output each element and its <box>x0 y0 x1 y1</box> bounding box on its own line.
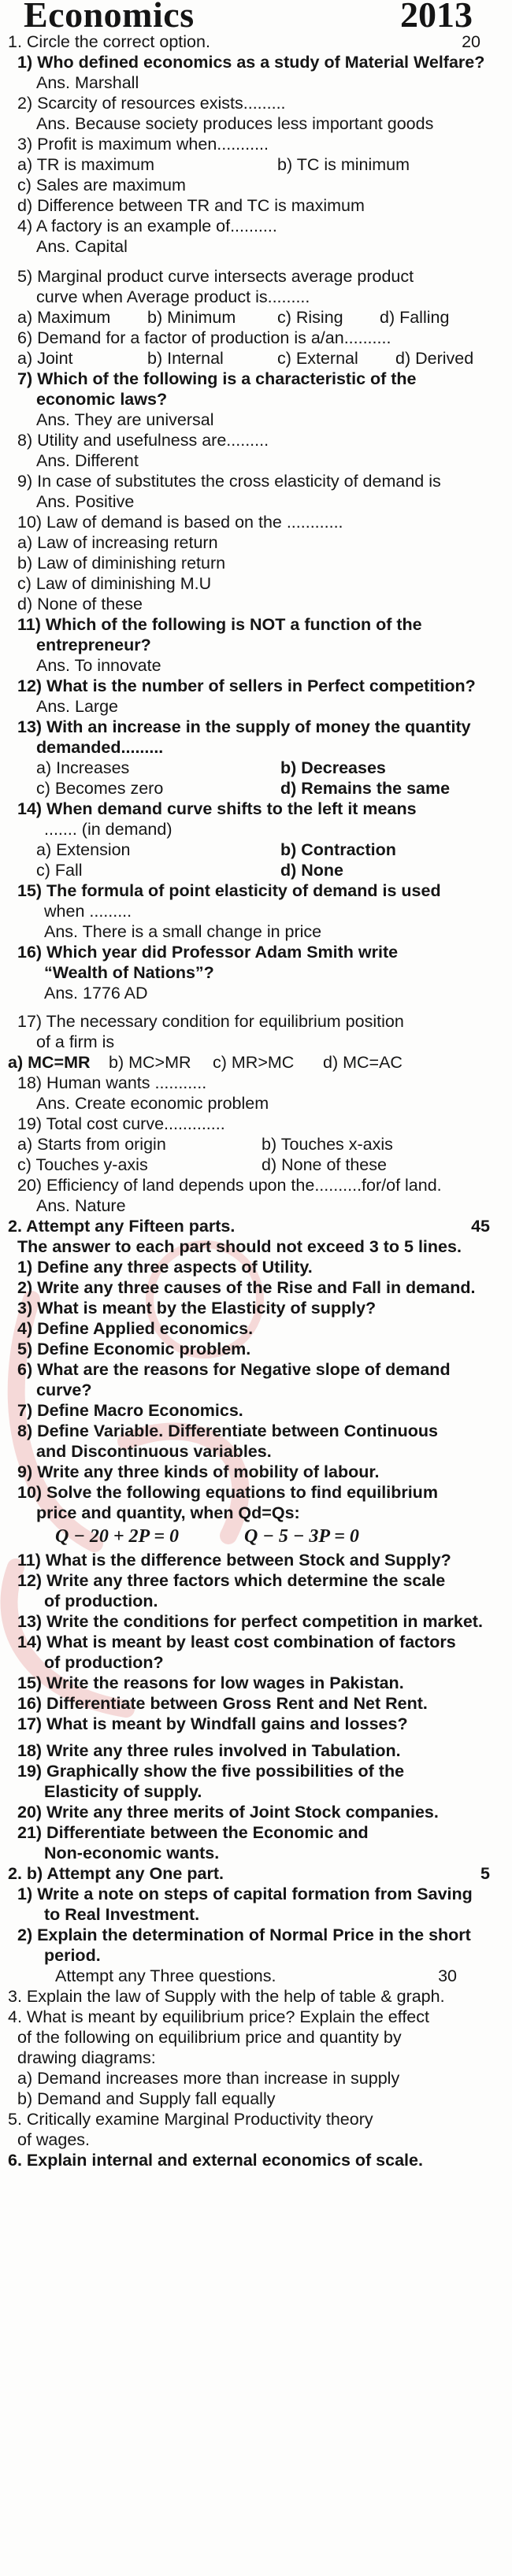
short-question: 14) What is meant by least cost combination of factors <box>17 1633 456 1651</box>
option: c) Rising <box>277 308 343 327</box>
option: b) Law of diminishing return <box>17 554 226 573</box>
long-question-cont: period. <box>44 1946 101 1965</box>
short-question-cont: price and quantity, when Qd=Qs: <box>36 1503 300 1522</box>
answer: Ans. Different <box>36 451 139 470</box>
option: b) Decreases <box>280 758 386 777</box>
short-question: 16) Differentiate between Gross Rent and Net Rent. <box>17 1694 428 1713</box>
short-question: 9) Write any three kinds of mobility of labour. <box>17 1462 380 1481</box>
short-question: 18) Write any three rules involved in Tabulation. <box>17 1741 401 1760</box>
option: c) Sales are maximum <box>17 176 186 195</box>
question-item-cont: demanded......... <box>36 738 164 757</box>
answer: Ans. Marshall <box>36 73 139 92</box>
question-item: 8) Utility and usefulness are......... <box>17 431 269 450</box>
equation: Q − 5 − 3P = 0 <box>244 1526 359 1547</box>
question-item-cont: when ......... <box>44 902 132 921</box>
q2-heading: 2. Attempt any Fifteen parts. 45 <box>8 1217 490 1236</box>
long-question-cont: of wages. <box>17 2130 91 2149</box>
equation: Q − 20 + 2P = 0 <box>55 1526 179 1547</box>
option: a) TR is maximum <box>17 155 155 174</box>
short-question: 4) Define Applied economics. <box>17 1319 254 1338</box>
equation-row <box>0 1523 512 1550</box>
question-item: 11) Which of the following is NOT a function of the <box>17 615 422 634</box>
short-question: 11) What is the difference between Stock and Supply? <box>17 1551 451 1570</box>
option: a) Increases <box>36 758 130 777</box>
option-row <box>0 840 512 860</box>
q2b-marks: 5 <box>480 1864 490 1883</box>
short-question: 2) Write any three causes of the Rise and Fall in demand. <box>17 1278 476 1297</box>
short-question-cont: of production? <box>44 1653 164 1672</box>
short-question: 5) Define Economic problem. <box>17 1340 251 1358</box>
question-item-cont: of a firm is <box>36 1032 115 1051</box>
paper-body <box>0 32 512 2170</box>
question-item: 18) Human wants ........... <box>17 1073 207 1092</box>
option: c) Becomes zero <box>36 779 164 798</box>
short-question-cont: Elasticity of supply. <box>44 1782 202 1801</box>
option: c) Fall <box>36 861 83 880</box>
option-row <box>0 860 512 880</box>
question-item: 9) In case of substitutes the cross elasticity of demand is <box>17 472 441 491</box>
question-item: 19) Total cost curve............. <box>17 1114 225 1133</box>
answer: Ans. 1776 AD <box>44 984 148 1003</box>
q3-heading: Attempt any Three questions. 30 <box>55 1966 457 1985</box>
short-question: 20) Write any three merits of Joint Stock companies. <box>17 1803 439 1822</box>
question-item: 1) Who defined economics as a study of Material Welfare? <box>17 53 485 72</box>
long-question: 6. Explain internal and external economics of scale. <box>8 2151 423 2170</box>
question-item-cont: curve when Average product is......... <box>36 287 310 306</box>
option-row <box>0 758 512 778</box>
option: c) External <box>277 349 358 368</box>
short-question: 21) Differentiate between the Economic and <box>17 1823 369 1842</box>
option: c) MR>MC <box>213 1053 295 1072</box>
short-question-cont: and Discontinuous variables. <box>36 1442 272 1461</box>
q3-marks: 30 <box>438 1966 457 1985</box>
option-row <box>0 778 512 799</box>
short-question: 15) Write the reasons for low wages in Pakistan. <box>17 1673 404 1692</box>
question-item-cont: ....... (in demand) <box>44 820 173 839</box>
question-item: 17) The necessary condition for equilibrium position <box>17 1012 404 1031</box>
long-question: 4. What is meant by equilibrium price? Explain the effect <box>8 2007 429 2026</box>
long-question: 3. Explain the law of Supply with the help of table & graph. <box>8 1987 445 2006</box>
question-item: 3) Profit is maximum when........... <box>17 135 269 154</box>
option: b) Internal <box>147 349 224 368</box>
question-item-cont: entrepreneur? <box>36 636 151 654</box>
short-question: 7) Define Macro Economics. <box>17 1401 243 1420</box>
option: c) Law of diminishing M.U <box>17 574 212 593</box>
option: a) Extension <box>36 840 131 859</box>
question-item-cont: economic laws? <box>36 390 168 409</box>
short-question: 13) Write the conditions for perfect competition in market. <box>17 1612 483 1631</box>
option: a) Starts from origin <box>17 1135 166 1154</box>
option-row <box>0 307 512 328</box>
option: d) Difference between TR and TC is maximum <box>17 196 365 215</box>
short-question: 12) Write any three factors which determine the scale <box>17 1571 446 1590</box>
short-question: 6) What are the reasons for Negative slope of demand <box>17 1360 451 1379</box>
option: d) Remains the same <box>280 779 451 798</box>
option-row <box>0 1052 512 1073</box>
question-item: 6) Demand for a factor of production is a/an.......... <box>17 328 391 347</box>
option: d) MC=AC <box>323 1053 403 1072</box>
question-item: 20) Efficiency of land depends upon the..........for/of land. <box>17 1176 442 1195</box>
option: b) Minimum <box>147 308 236 327</box>
exam-year: 2013 <box>400 0 473 35</box>
question-item: 7) Which of the following is a characteristic of the <box>17 369 417 388</box>
long-question-option: a) Demand increases more than increase in supply <box>17 2069 400 2088</box>
question-item-cont: “Wealth of Nations”? <box>44 963 214 982</box>
answer: Ans. Large <box>36 697 118 716</box>
answer: Ans. Capital <box>36 237 128 256</box>
short-question: 10) Solve the following equations to find equilibrium <box>17 1483 438 1502</box>
question-item: 2) Scarcity of resources exists......... <box>17 94 286 113</box>
answer: Ans. Positive <box>36 492 135 511</box>
long-question: 2) Explain the determination of Normal Price in the short <box>17 1926 471 1944</box>
q2b-heading: 2. b) Attempt any One part. 5 <box>8 1864 490 1883</box>
option: d) None of these <box>17 595 143 613</box>
long-question-option: b) Demand and Supply fall equally <box>17 2089 276 2108</box>
short-question-cont: Non-economic wants. <box>44 1844 220 1863</box>
option: b) MC>MR <box>109 1053 191 1072</box>
instruction-note: The answer to each part should not exceed 3 to 5 lines. <box>17 1237 462 1256</box>
option: a) MC=MR <box>8 1053 91 1072</box>
long-question-cont: to Real Investment. <box>44 1905 200 1924</box>
answer: Ans. There is a small change in price <box>44 922 322 941</box>
short-question: 8) Define Variable. Differentiate between Continuous <box>17 1421 439 1440</box>
question-item: 16) Which year did Professor Adam Smith write <box>17 943 399 962</box>
option: b) Contraction <box>280 840 396 859</box>
answer: Ans. They are universal <box>36 410 214 429</box>
long-question: 1) Write a note on steps of capital formation from Saving <box>17 1885 473 1903</box>
short-question-cont: of production. <box>44 1592 158 1610</box>
option: a) Law of increasing return <box>17 533 218 552</box>
option: d) Derived <box>395 349 474 368</box>
question-item: 14) When demand curve shifts to the left it means <box>17 799 417 818</box>
q1-heading: 1. Circle the correct option. 20 <box>8 32 480 51</box>
question-item: 15) The formula of point elasticity of demand is used <box>17 881 441 900</box>
option: b) Touches x-axis <box>262 1135 393 1154</box>
option: a) Maximum <box>17 308 111 327</box>
q2-marks: 45 <box>471 1217 490 1236</box>
short-question: 19) Graphically show the five possibilities of the <box>17 1762 405 1781</box>
answer: Ans. Because society produces less important goods <box>36 114 434 133</box>
question-item: 12) What is the number of sellers in Perfect competition? <box>17 676 476 695</box>
option: d) None <box>280 861 344 880</box>
option-row <box>0 1155 512 1175</box>
short-question: 3) What is meant by the Elasticity of supply? <box>17 1299 377 1318</box>
long-question: 5. Critically examine Marginal Productivity theory <box>8 2110 373 2129</box>
option: d) None of these <box>262 1155 387 1174</box>
option-row <box>0 348 512 369</box>
option: b) TC is minimum <box>277 155 410 174</box>
option: a) Joint <box>17 349 73 368</box>
short-question-cont: curve? <box>36 1381 92 1399</box>
q1-marks: 20 <box>462 32 480 51</box>
answer: Ans. Create economic problem <box>36 1094 269 1113</box>
long-question-cont: of the following on equilibrium price and quantity by <box>17 2028 402 2047</box>
option-row <box>0 1134 512 1155</box>
answer: Ans. Nature <box>36 1196 126 1215</box>
long-question-cont: drawing diagrams: <box>17 2048 156 2067</box>
subject-title: Economics <box>24 0 195 35</box>
question-item: 13) With an increase in the supply of money the quantity <box>17 717 471 736</box>
question-item: 10) Law of demand is based on the ............ <box>17 513 343 532</box>
short-question: 17) What is meant by Windfall gains and losses? <box>17 1714 408 1733</box>
answer: Ans. To innovate <box>36 656 161 675</box>
question-item: 5) Marginal product curve intersects average product <box>17 267 414 286</box>
option: d) Falling <box>380 308 450 327</box>
option-row <box>0 154 512 175</box>
short-question: 1) Define any three aspects of Utility. <box>17 1258 313 1277</box>
question-item: 4) A factory is an example of.......... <box>17 217 277 235</box>
option: c) Touches y-axis <box>17 1155 148 1174</box>
